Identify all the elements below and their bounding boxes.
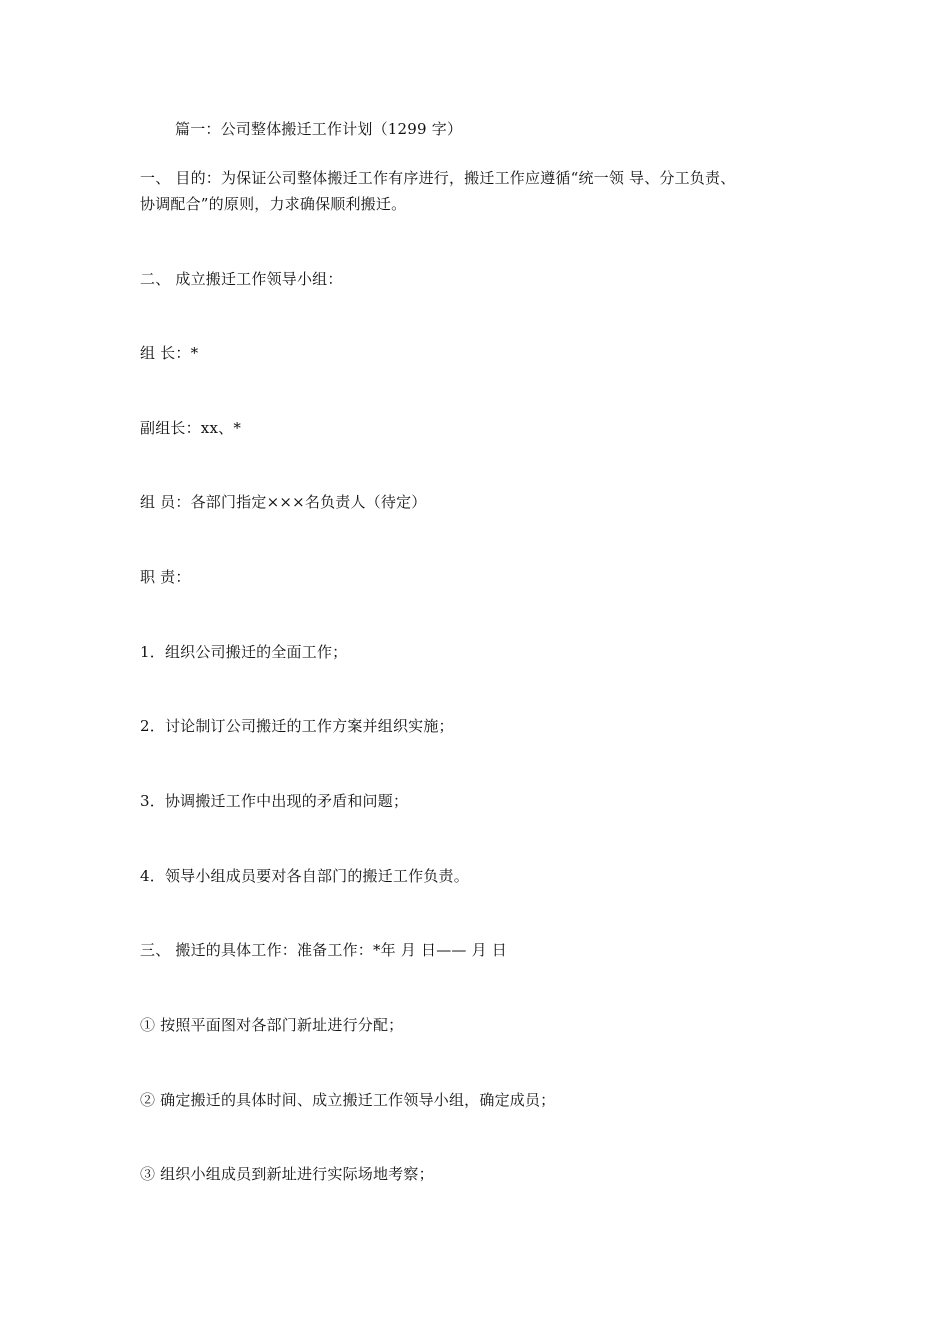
prep-step-2: ② 确定搬迁的具体时间、成立搬迁工作领导小组，确定成员； [140,1091,556,1109]
section1-line2: 协调配合”的原则，力求确保顺利搬迁。 [140,195,407,213]
leader-line: 组 长：* [140,344,199,362]
document-title: 篇一：公司整体搬迁工作计划（1299 字） [175,120,463,138]
prep-step-3: ③ 组织小组成员到新址进行实际场地考察； [140,1165,434,1183]
duties-heading: 职 责： [140,568,191,586]
section3-heading: 三、 搬迁的具体工作：准备工作：*年 月 日—— 月 日 [140,941,507,959]
members-line: 组 员：各部门指定×××名负责人（待定） [140,493,427,511]
duty-item-1: 1．组织公司搬迁的全面工作； [140,643,348,661]
prep-step-1: ① 按照平面图对各部门新址进行分配； [140,1016,404,1034]
duty-item-3: 3．协调搬迁工作中出现的矛盾和问题； [140,792,409,810]
section1-line1: 一、 目的：为保证公司整体搬迁工作有序进行，搬迁工作应遵循“统一领 导、分工负责、 [140,169,736,187]
duty-item-2: 2．讨论制订公司搬迁的工作方案并组织实施； [140,717,454,735]
section2-heading: 二、 成立搬迁工作领导小组： [140,270,343,288]
deputy-leader-line: 副组长：xx、* [140,419,242,437]
duty-item-4: 4．领导小组成员要对各自部门的搬迁工作负责。 [140,867,469,885]
